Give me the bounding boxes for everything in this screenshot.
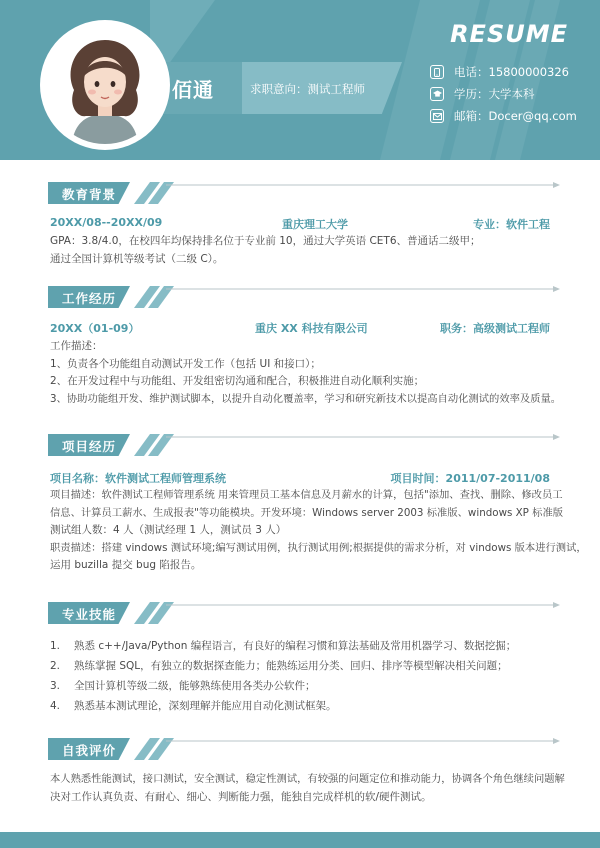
project-time: 项目时间：2011/07-2011/08 (390, 472, 550, 485)
self-eval-line: 本人熟悉性能测试，接口测试，安全测试，稳定性测试，有较强的问题定位和推动能力，协调各个角色继续问题解 (50, 773, 565, 785)
project-name: 项目名称：软件测试工程师管理系统 (50, 472, 226, 485)
work-position: 职务：高级测试工程师 (440, 322, 550, 335)
section-header-self-eval (48, 738, 560, 760)
list-item: 4. 熟悉基本测试理论，深刻理解并能应用自动化测试框架。 (50, 700, 337, 712)
education-school: 重庆理工大学 (282, 218, 348, 231)
skills-list (50, 636, 555, 716)
work-details (50, 338, 562, 408)
work-summary-row (50, 320, 550, 336)
section-title-project: 项目经历 (62, 439, 117, 454)
graduation-cap-icon (430, 87, 444, 101)
education-text: 学历：大学本科 (454, 87, 535, 101)
section-title-work: 工作经历 (62, 291, 117, 306)
work-line: 3、协助功能组开发、维护测试脚本，以提升自动化覆盖率，学习和研究新技术以提高自动化测试的效率及质量。 (50, 392, 562, 405)
work-line: 工作描述： (50, 340, 103, 352)
self-eval-line: 决对工作认真负责、有耐心、细心、判断能力强，能独自完成样机的软/硬件测试。 (50, 790, 432, 803)
work-line: 2、在开发过程中与功能组、开发组密切沟通和配合，积极推进自动化顺利实施； (50, 375, 425, 387)
project-details (50, 487, 587, 575)
email-text: 邮箱：Docer@qq.com (454, 109, 577, 123)
candidate-name: 佰通 (172, 78, 214, 102)
education-details (50, 233, 555, 268)
section-header-project (48, 434, 560, 456)
section-title-education: 教育背景 (62, 187, 117, 202)
phone-text: 电话：15800000326 (454, 65, 569, 79)
work-line: 1、负责各个功能组自动测试开发工作（包括 UI 和接口）； (50, 357, 321, 370)
education-line: GPA：3.8/4.0，在校四年均保持排名位于专业前 10，通过大学英语 CET6、普通话二级甲； (50, 235, 481, 247)
list-item: 2. 熟练掌握 SQL，有独立的数据探查能力；能熟练运用分类、回归、排序等模型解决相关问题； (50, 660, 508, 672)
avatar-illustration (46, 26, 164, 144)
section-title-self-eval: 自我评价 (62, 743, 117, 758)
self-eval-details (50, 771, 565, 806)
section-title-skills: 专业技能 (62, 607, 117, 622)
work-company: 重庆 XX 科技有限公司 (255, 322, 368, 335)
section-header-skills (48, 602, 560, 624)
project-line: 测试组人数：4 人（测试经理 1 人，测试员 3 人） (50, 524, 287, 536)
contact-email (430, 106, 590, 126)
education-line: 通过全国计算机等级考试（二级 C）。 (50, 252, 224, 265)
resume-title: RESUME (450, 20, 568, 48)
footer-bar (0, 832, 600, 848)
mail-icon (430, 109, 444, 123)
project-line: 项目描述：软件测试工程师管理系统 用来管理员工基本信息及月薪水的计算，包括"添加、查找、删除、修改员工 (50, 489, 563, 501)
education-major: 专业：软件工程 (473, 218, 550, 231)
list-item: 1. 熟悉 c++/Java/Python 编程语言，有良好的编程习惯和算法基础及常用机器学习、数据挖掘； (50, 640, 517, 652)
job-intent: 求职意向：测试工程师 (250, 82, 365, 96)
section-header-education (48, 182, 560, 204)
section-header-work (48, 286, 560, 308)
contact-education (430, 84, 590, 104)
contact-phone (430, 62, 590, 82)
project-line: 职责描述：搭建 vindows 测试环境;编写测试用例，执行测试用例;根据提供的需求分析，对 vindows 版本进行测试， (50, 541, 587, 554)
work-date: 20XX（01-09） (50, 322, 140, 335)
list-item: 3. 全国计算机等级二级，能够熟练使用各类办公软件； (50, 680, 316, 692)
education-summary-row (50, 216, 550, 232)
avatar (40, 20, 170, 150)
project-line: 信息、计算员工薪水、生成报表"等功能模块。开发环境：Windows server 2003 标准版、windows XP 标准版 (50, 506, 564, 519)
project-line: 运用 buzilla 提交 bug 陷报告。 (50, 559, 202, 571)
education-date: 20XX/08--20XX/09 (50, 216, 163, 229)
phone-icon (430, 65, 444, 79)
project-summary-row (50, 470, 550, 486)
